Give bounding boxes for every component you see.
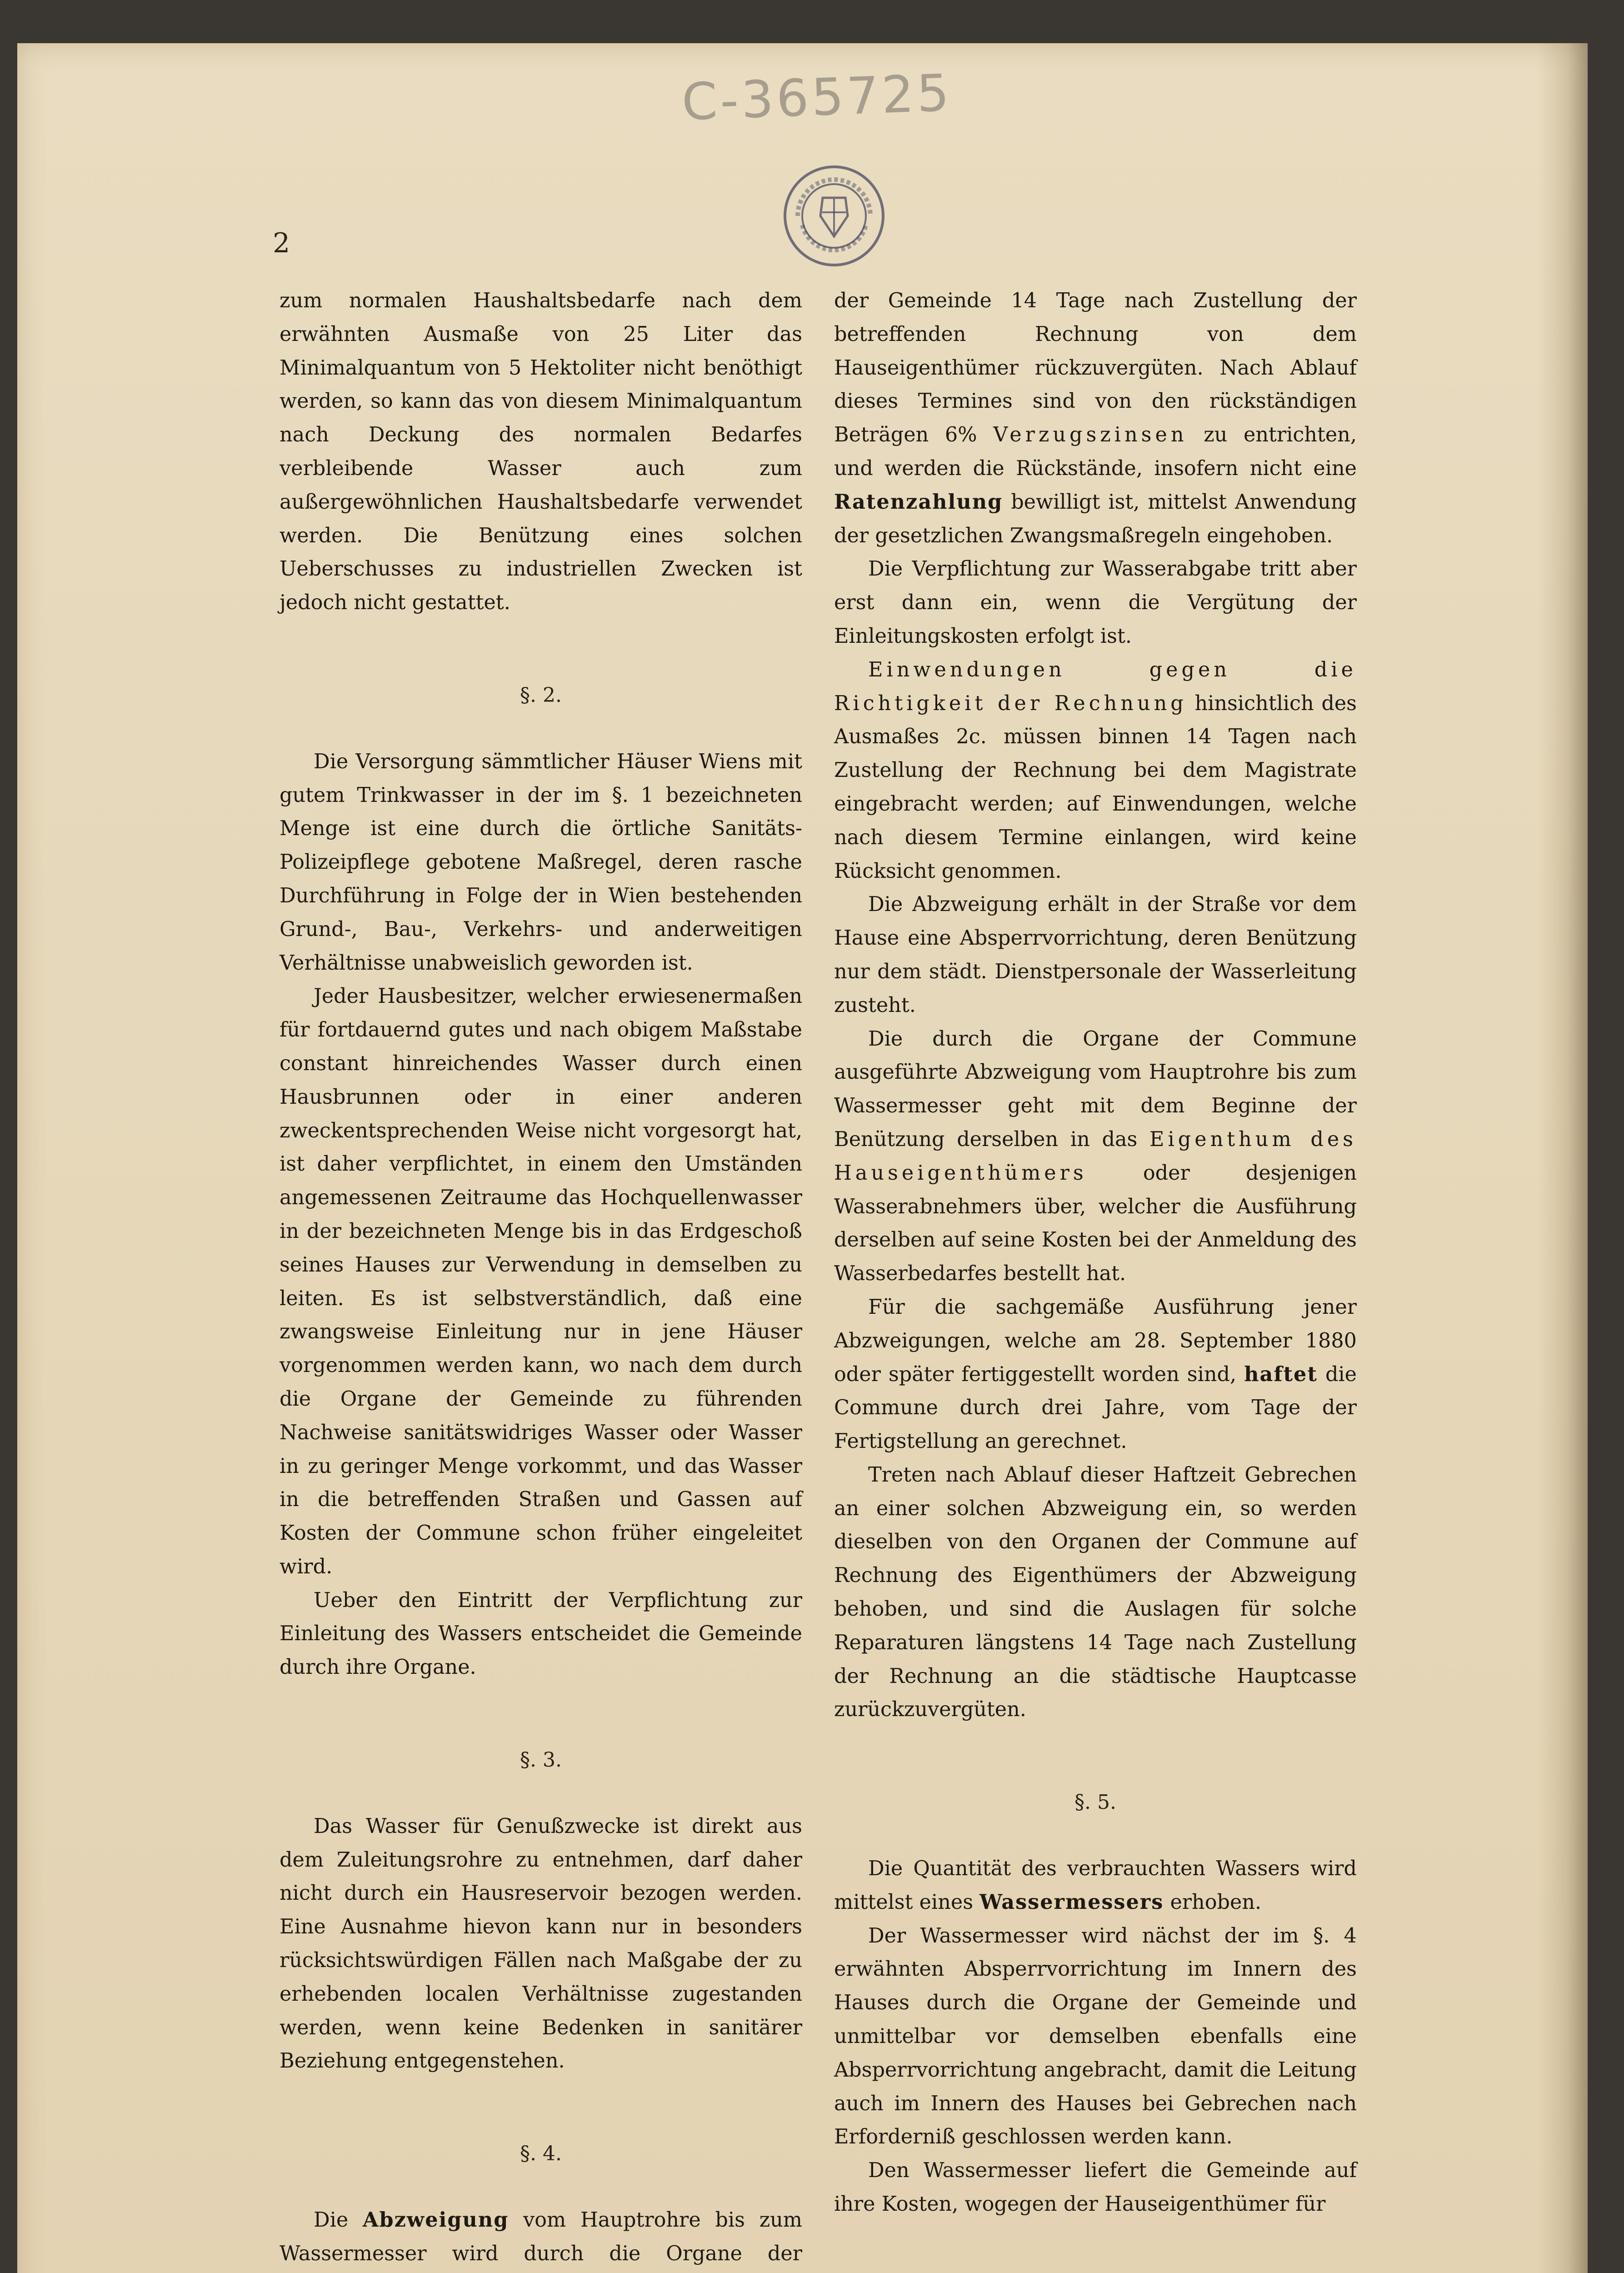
section-5-heading: §. 5. bbox=[1074, 1791, 1116, 1814]
right-paragraph-2: Die Verpflichtung zur Wasserabgabe tritt aber erst dann ein, wenn die Vergütung der Einleitungskosten erfolgt ist. bbox=[834, 557, 1357, 648]
right-p3-text-end: hinsichtlich des Ausmaßes 2c. müssen binnen 14 Tagen nach Zustellung der Rechnung bei dem Magistrate eingebracht werden; auf Einwendungen, welche nach diesem Termine einlangen, wird keine Rücksicht genommen. bbox=[834, 691, 1357, 883]
term-einwendungen: Einwendungen gegen die Richtigkeit der Rechnung bbox=[834, 658, 1357, 715]
section-5-paragraph-1 bbox=[834, 1852, 1357, 1919]
section-3-heading: §. 3. bbox=[520, 1748, 562, 1772]
section-5-text-start: Die Quantität des verbrauchten Wassers wird mittelst eines bbox=[834, 1857, 1357, 1914]
section-3-paragraph-1: Das Wasser für Genußzwecke ist direkt aus dem Zuleitungsrohre zu entnehmen, darf daher nicht durch ein Hausreservoir bezogen werden. Eine Ausnahme hievon kann nur in besonders rücksichtswürdigen Fällen nach Maßgabe der zu erhebenden localen Verhältnisse zugestanden werden, wenn keine Bedenken in sanitärer Beziehung entgegenstehen. bbox=[280, 1814, 802, 2073]
term-eigenthum: Eigenthum des Hauseigenthümers bbox=[834, 1127, 1357, 1185]
right-p5-text-end: oder desjenigen Wasserabnehmers über, welcher die Ausführung derselben auf seine Kosten bei der Anmeldung des Wasserbedarfes bestellt hat. bbox=[834, 1161, 1357, 1286]
right-paragraph-6 bbox=[834, 1291, 1357, 1458]
right-text-column bbox=[834, 284, 1357, 2221]
section-5-paragraph-3: Den Wassermesser liefert die Gemeinde auf ihre Kosten, wogegen der Hauseigenthümer für bbox=[834, 2159, 1357, 2216]
right-p1-text-end: bewilligt ist, mittelst Anwendung der gesetzlichen Zwangsmaßregeln eingehoben. bbox=[834, 490, 1357, 547]
right-p6-text-start: Für die sachgemäße Ausführung jener Abzweigungen, welche am 28. September 1880 oder später fertiggestellt worden sind, bbox=[834, 1295, 1357, 1386]
right-paragraph-3 bbox=[834, 653, 1357, 888]
right-p1-text-middle: zu entrichten, und werden die Rückstände, insofern nicht eine bbox=[834, 423, 1357, 480]
right-p1-text-start: der Gemeinde 14 Tage nach Zustellung der betreffenden Rechnung von dem Hauseigenthümer rückzuvergüten. Nach Ablauf dieses Termines sind von den rückständigen Beträgen 6% bbox=[834, 289, 1357, 447]
archive-pencil-mark-top: C-365725 bbox=[680, 63, 953, 132]
right-paragraph-4: Die Abzweigung erhält in der Straße vor dem Hause eine Absperrvorrichtung, deren Benützung nur dem städt. Dienstpersonale der Wasserleitung zusteht. bbox=[834, 893, 1357, 1017]
section-2-paragraph-3: Ueber den Eintritt der Verpflichtung zur Einleitung des Wassers entscheidet die Gemeinde durch ihre Organe. bbox=[280, 1588, 802, 1679]
right-p5-text-start: Die durch die Organe der Commune ausgeführte Abzweigung vom Hauptrohre bis zum Wassermesser geht mit dem Beginne der Benützung derselben in das bbox=[834, 1027, 1357, 1151]
term-abzweigung: Abzweigung bbox=[362, 2208, 509, 2232]
intro-paragraph: zum normalen Haushaltsbedarfe nach dem erwähnten Ausmaße von 25 Liter das Minimalquantum von 5 Hektoliter nicht benöthigt werden, so kann das von diesem Minimalquantum nach Deckung des normalen Bedarfes verbleibende Wasser auch zum außergewöhnlichen Haushaltsbedarfe verwendet werden. Die Benützung eines solchen Ueberschusses zu industriellen Zwecken ist jedoch nicht gestattet. bbox=[280, 289, 802, 615]
right-p6-text-end: die Commune durch drei Jahre, vom Tage der Fertigstellung an gerechnet. bbox=[834, 1362, 1357, 1453]
left-text-column bbox=[280, 284, 802, 2273]
section-2-paragraph-1: Die Versorgung sämmtlicher Häuser Wiens mit gutem Trinkwasser in der im §. 1 bezeichneten Menge ist eine durch die örtliche Sanitäts-Polizeipflege gebotene Maßregel, deren rasche Durchführung in Folge der in Wien bestehenden Grund-, Bau-, Verkehrs- und anderweitigen Verhältnisse unabweislich geworden ist. bbox=[280, 750, 802, 975]
section-4-paragraph-1 bbox=[280, 2203, 802, 2273]
right-paragraph-7: Treten nach Ablauf dieser Haftzeit Gebrechen an einer solchen Abzweigung ein, so werden dieselben von den Organen der Commune auf Rechnung des Eigenthümers der Abzweigung behoben, und sind die Auslagen für solche Reparaturen längstens 14 Tage nach Zustellung der Rechnung an die städtische Hauptcasse zurückzuvergüten. bbox=[834, 1463, 1357, 1722]
section-4-heading: §. 4. bbox=[520, 2142, 562, 2166]
section-5-paragraph-2: Der Wassermesser wird nächst der im §. 4 erwähnten Absperrvorrichtung im Innern des Hauses durch die Organe der Gemeinde und unmittelbar vor demselben ebenfalls eine Absperrvorrichtung angebracht, damit die Leitung auch im Innern des Hauses bei Gebrechen nach Erforderniß geschlossen werden kann. bbox=[834, 1924, 1357, 2149]
right-paragraph-1 bbox=[834, 284, 1357, 552]
page-number: 2 bbox=[273, 227, 290, 259]
section-5-text-end: erhoben. bbox=[1164, 1890, 1262, 1914]
section-4-text-end: vom Hauptrohre bis zum Wassermesser wird durch die Organe der bbox=[280, 2208, 802, 2265]
right-paragraph-5 bbox=[834, 1022, 1357, 1291]
term-haftet: haftet bbox=[1244, 1362, 1318, 1386]
term-wassermessers: Wassermessers bbox=[979, 1890, 1164, 1914]
section-4-text-start: Die bbox=[314, 2208, 363, 2232]
term-verzugszinsen: Verzugszinsen bbox=[993, 423, 1188, 447]
section-2-heading: §. 2. bbox=[520, 683, 562, 707]
page-edge-shadow bbox=[1538, 43, 1588, 2273]
library-stamp-icon bbox=[780, 161, 889, 270]
term-ratenzahlung: Ratenzahlung bbox=[834, 490, 1003, 514]
section-2-paragraph-2: Jeder Hausbesitzer, welcher erwiesenermaßen für fortdauernd gutes und nach obigem Maßstabe constant hinreichendes Wasser durch einen Hausbrunnen oder in einer anderen zweckentsprechenden Weise nicht vorgesorgt hat, ist daher verpflichtet, in einem den Umständen angemessenen Zeitraume das Hochquellenwasser in der bezeichneten Menge bis in das Erdgeschoß seines Hauses zur Verwendung in demselben zu leiten. Es ist selbstverständlich, daß eine zwangsweise Einleitung nur in jene Häuser vorgenommen werden kann, wo nach dem durch die Organe der Gemeinde zu führenden Nachweise sanitätswidriges Wasser oder Wasser in zu geringer Menge vorkommt, und das Wasser in die betreffenden Straßen und Gassen auf Kosten der Commune schon früher eingeleitet wird. bbox=[280, 985, 802, 1578]
